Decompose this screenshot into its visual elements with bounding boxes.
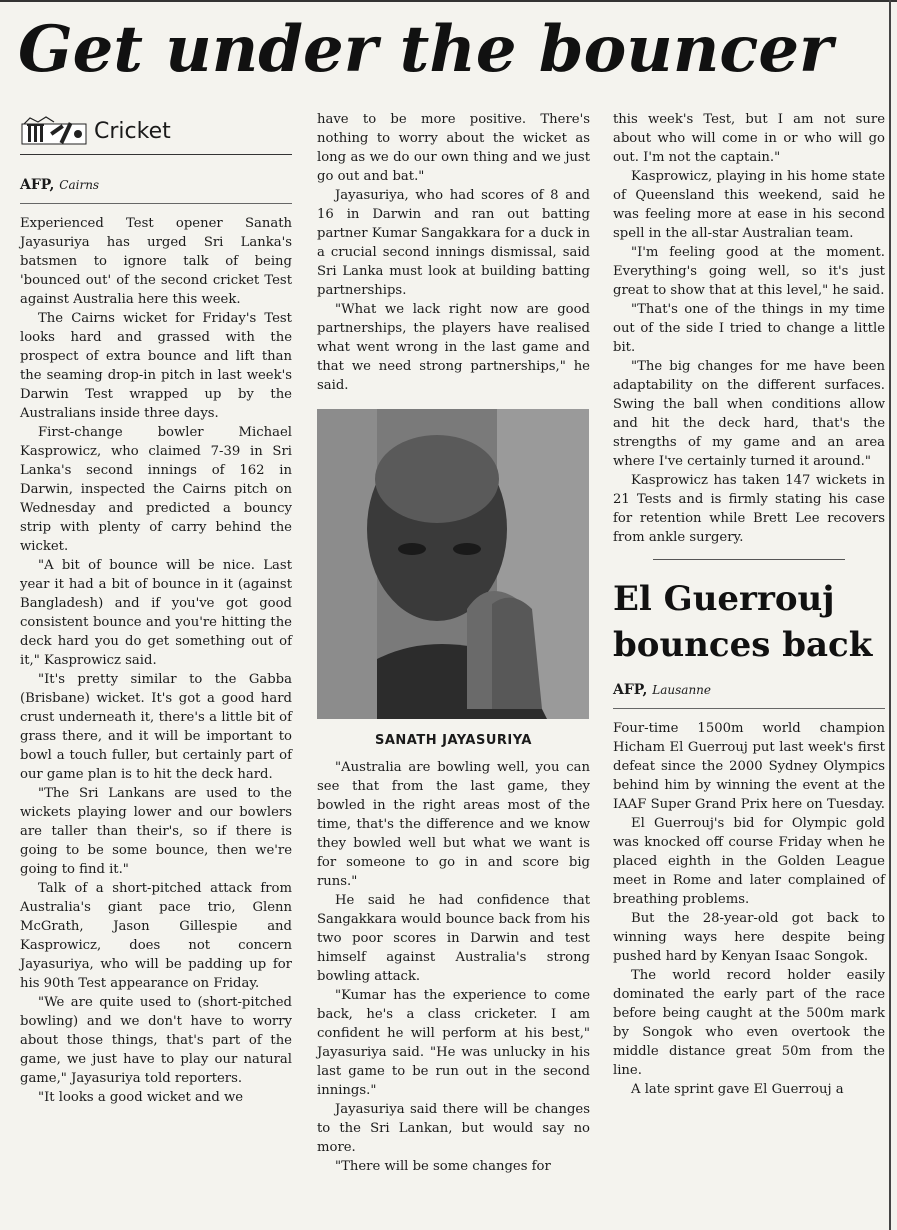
photo-caption: SANATH JAYASURIYA [374,733,532,748]
article2-headline-line1: El Guerrouj [613,579,835,619]
paragraph: El Guerrouj's bid for Olympic gold was knocked off course Friday when he placed eighth in the Golden League meet in Rome and later complained of breathing problems. [613,816,885,907]
byline-rule [613,708,885,709]
paragraph: The world record holder easily dominated the early part of the race before being caught at the 500m mark by Songok who even overtook the middle distance great 50m from the line. [613,968,885,1078]
paragraph: "It looks a good wicket and we [38,1090,244,1105]
article-body-col2-bottom [317,758,590,1176]
byline-agency: AFP, [20,177,55,193]
paragraph: The Cairns wicket for Friday's Test looks hard and grassed with the prospect of extra bounce and lift than the seaming drop-in pitch in last week's Darwin Test wrapped up by the Australians inside three days. [20,311,292,421]
article2-body [613,719,885,1099]
column-1 [20,110,292,1107]
cricket-icon [20,116,90,146]
paragraph: "We are quite used to (short-pitched bowling) and we don't have to worry about those things, that's part of the game, we just have to play our natural game," Jayasuriya told reporters. [20,995,292,1086]
right-rule [889,0,891,1230]
article-separator [653,559,845,560]
portrait-illustration [317,409,589,719]
page-headline: Get under the bouncer [18,12,833,87]
paragraph: Talk of a short-pitched attack from Australia's giant pace trio, Glenn McGrath, Jason Gillespie and Kasprowicz, does not concern Jayasuriya, who will be padding up for his 90th Test appearance on Friday. [20,881,292,991]
paragraph: "There will be some changes for [335,1159,551,1174]
paragraph: "It's pretty similar to the Gabba (Brisbane) wicket. It's got a good hard crust underneath it, there's a little bit of grass there, and it will be important to bowl a touch fuller, but certainly part of our game plan is to hit the deck hard. [20,672,292,782]
paragraph: this week's Test, but I am not sure about who will come in or who will go out. I'm not the captain." [613,112,885,165]
paragraph: "That's one of the things in my time out of the side I tried to change a little bit. [613,302,885,355]
paragraph: He said he had confidence that Sangakkara would bounce back from his two poor scores in Darwin and test himself against Australia's strong bowling attack. [317,893,590,984]
section-label: Cricket [94,118,171,144]
paragraph: "What we lack right now are good partnerships, the players have realised what went wrong in the last game and that we need strong partnerships," he said. [317,302,590,393]
paragraph: But the 28-year-old got back to winning ways here despite being pushed hard by Kenyan Isaac Songok. [613,911,885,964]
top-rule [0,0,897,2]
paragraph: "The Sri Lankans are used to the wickets playing lower and our bowlers are taller than their's, so if there is going to be some bounce, then we're going to find it." [20,786,292,877]
kicker-rule [20,154,292,155]
article-body-col3 [613,110,885,547]
paragraph: have to be more positive. There's nothing to worry about the wicket as long as we do our own thing and we just go out and bat." [317,112,590,184]
byline-agency: AFP, [613,682,648,698]
paragraph: "A bit of bounce will be nice. Last year it had a bit of bounce in it (against Bangladesh) and if you've got good consistent bounce and you're hitting the deck hard you do get something out of it," Kasprowicz said. [20,558,292,668]
byline-place: Lausanne [652,683,712,697]
paragraph: "The big changes for me have been adaptability on the different surfaces. Swing the ball when conditions allow and hit the deck hard, that's the strengths of my game and an area where I've certainly turned it around." [613,359,885,469]
article2-headline-line2: bounces back [613,625,873,665]
jayasuriya-photo [317,409,589,719]
byline-rule [20,203,292,204]
paragraph: "I'm feeling good at the moment. Everything's going well, so it's just great to show that at this level," he said. [613,245,885,298]
article2-headline [613,576,885,668]
column-2 [317,110,590,1176]
paragraph: "Kumar has the experience to come back, he's a class cricketer. I am confident he will perform at his best," Jayasuriya said. "He was unlucky in his last game to be run out in the second innings." [317,988,590,1098]
paragraph: Experienced Test opener Sanath Jayasuriya has urged Sri Lanka's batsmen to ignore talk of being 'bounced out' of the second cricket Test against Australia here this week. [20,216,292,307]
article-body-col1 [20,214,292,1107]
column-3 [613,110,885,1099]
paragraph: Kasprowicz, playing in his home state of Queensland this weekend, said he was feeling more at ease in his second spell in the all-star Australian team. [613,169,885,241]
byline [20,177,292,193]
byline-place: Cairns [59,178,100,192]
paragraph: Kasprowicz has taken 147 wickets in 21 Tests and is firmly stating his case for retention while Brett Lee recovers from ankle surgery. [613,473,885,545]
paragraph: "Australia are bowling well, you can see that from the last game, they bowled in the right areas most of the time, that's the difference and we know they bowled well but what we want is for someone to go in and score big runs." [317,760,590,889]
paragraph: Jayasuriya said there will be changes to the Sri Lankan, but would say no more. [317,1102,590,1155]
section-kicker [20,110,292,152]
paragraph: A late sprint gave El Guerrouj a [631,1082,844,1097]
paragraph: First-change bowler Michael Kasprowicz, who claimed 7-39 in Sri Lanka's second innings of 162 in Darwin, inspected the Cairns pitch on Wednesday and predicted a bouncy strip with plenty of carry behind the wicket. [20,425,292,554]
paragraph: Jayasuriya, who had scores of 8 and 16 in Darwin and ran out batting partner Kumar Sangakkara for a duck in a crucial second innings dismissal, said Sri Lanka must look at building batting partnerships. [317,188,590,298]
paragraph: Four-time 1500m world champion Hicham El Guerrouj put last week's first defeat since the 2000 Sydney Olympics behind him by winning the event at the IAAF Super Grand Prix here on Tuesday. [613,721,885,812]
article-body-col2-top [317,110,590,395]
article2-byline [613,682,885,698]
